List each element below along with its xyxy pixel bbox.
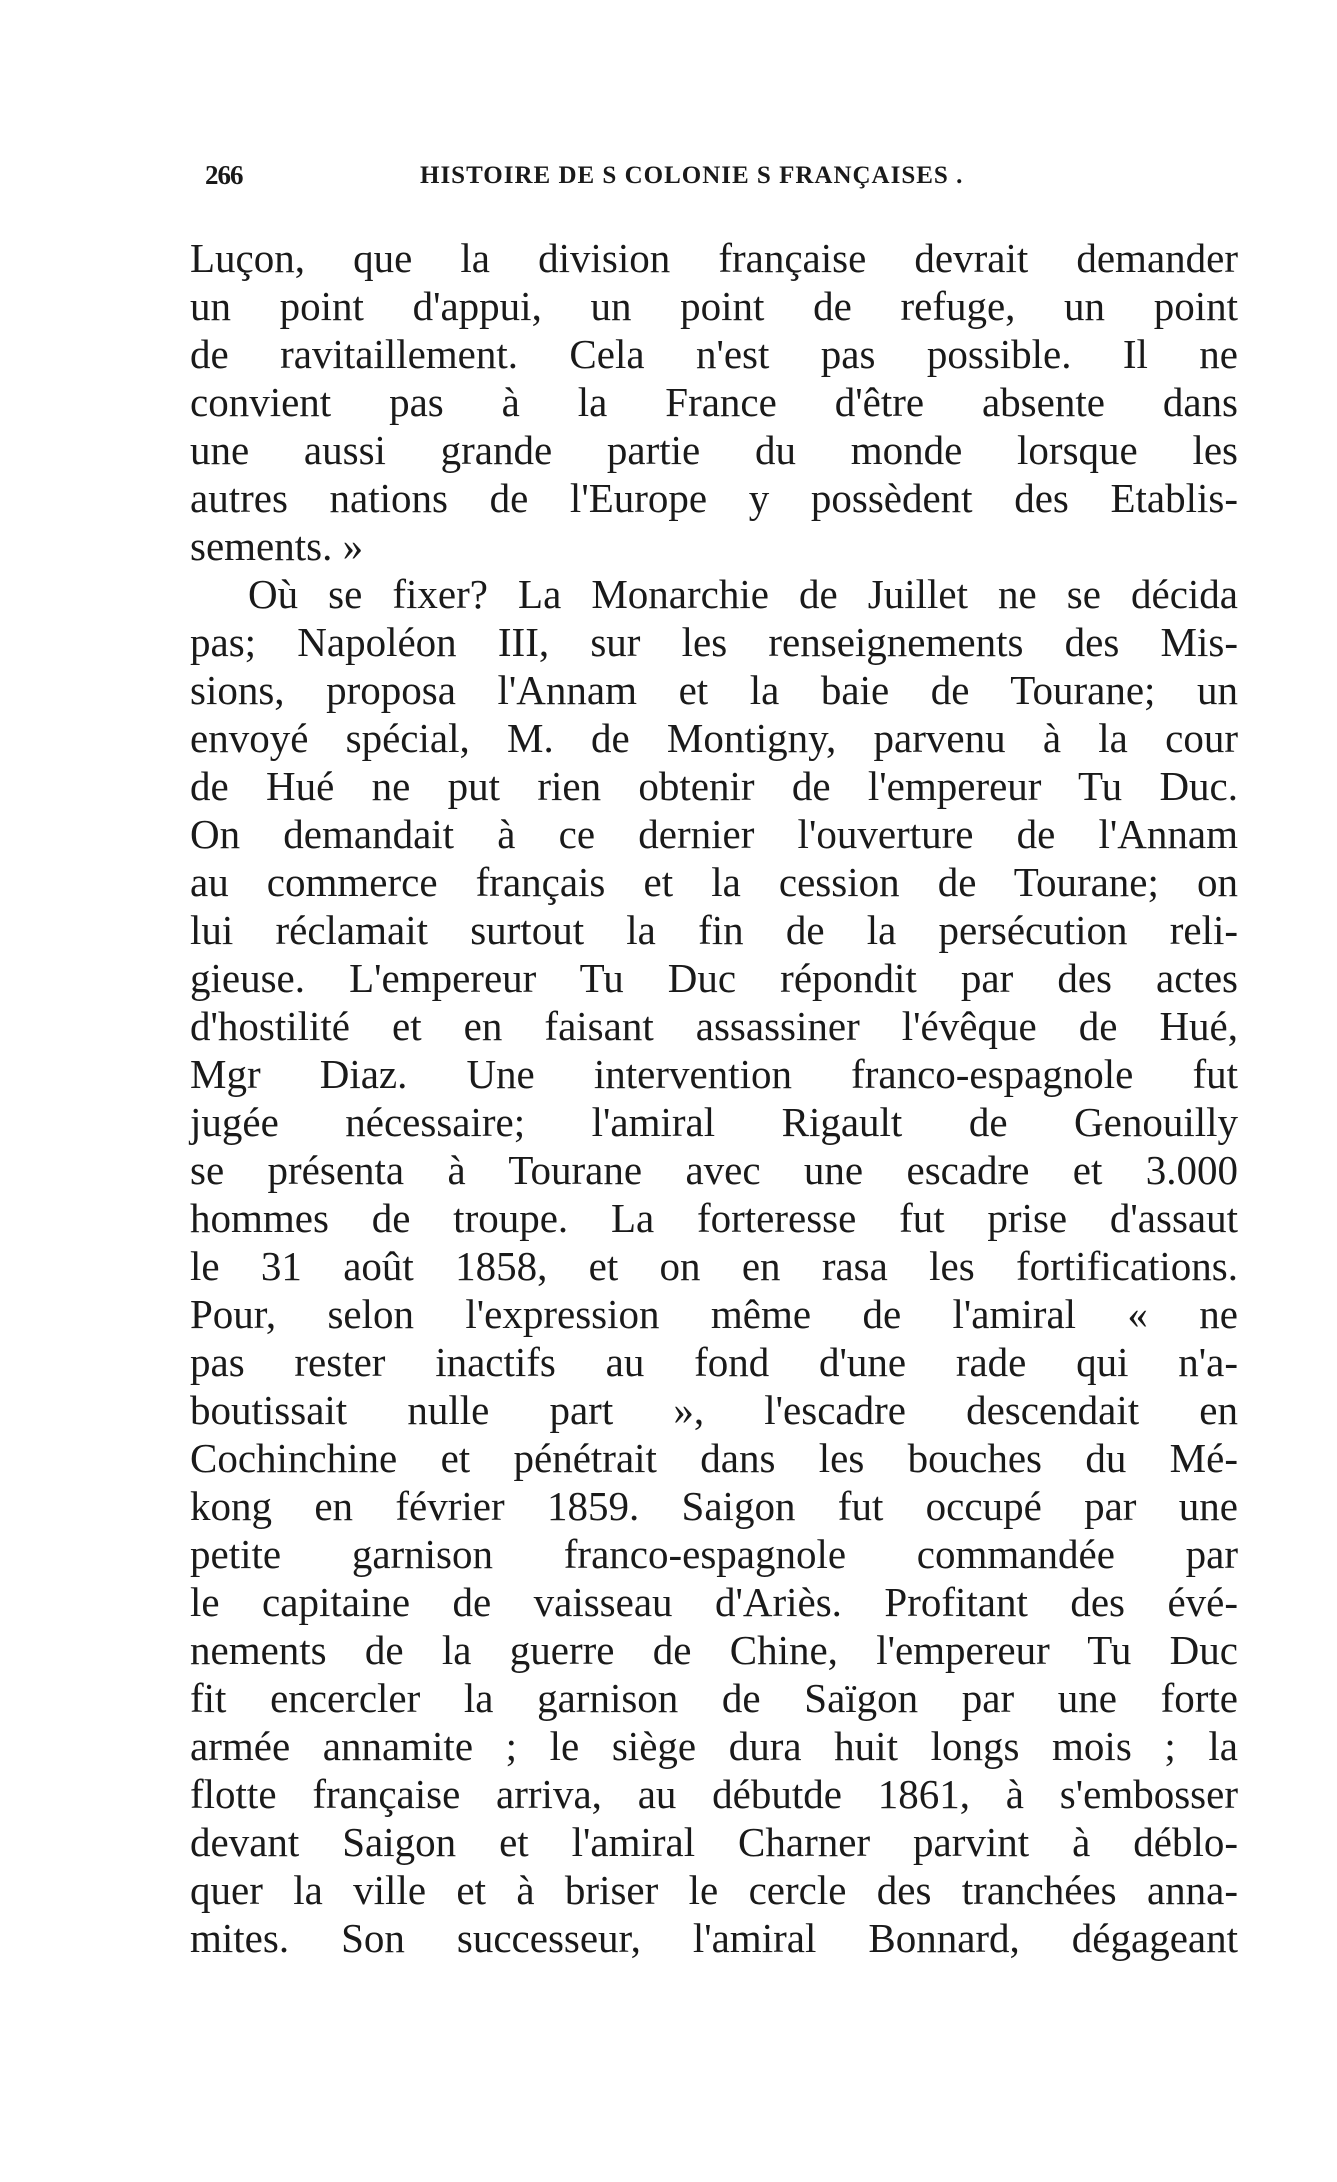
running-title: HISTOIRE DE S COLONIE S FRANÇAISES . — [420, 162, 964, 189]
text-line: gieuse. L'empereur Tu Duc répondit par des actes — [190, 955, 1238, 1001]
text-line: le capitaine de vaisseau d'Ariès. Profitant des évé- — [190, 1579, 1238, 1625]
text-line: hommes de troupe. La forteresse fut prise d'assaut — [190, 1195, 1238, 1241]
text-line: de ravitaillement. Cela n'est pas possible. Il ne — [190, 331, 1238, 377]
text-line: une aussi grande partie du monde lorsque les — [190, 427, 1238, 473]
text-line: au commerce français et la cession de Tourane; on — [190, 859, 1238, 905]
text-line: autres nations de l'Europe y possèdent des Etablis- — [190, 475, 1238, 521]
text-line: jugée nécessaire; l'amiral Rigault de Genouilly — [190, 1099, 1238, 1145]
text-line: convient pas à la France d'être absente dans — [190, 379, 1238, 425]
text-line: flotte française arriva, au débutde 1861, à s'embosser — [190, 1771, 1238, 1817]
text-line: lui réclamait surtout la fin de la persécution reli- — [190, 907, 1238, 953]
text-line: pas; Napoléon III, sur les renseignements des Mis- — [190, 619, 1238, 665]
text-line: d'hostilité et en faisant assassiner l'évêque de Hué, — [190, 1003, 1238, 1049]
text-line: Où se fixer? La Monarchie de Juillet ne se décida — [248, 571, 1238, 617]
text-line: se présenta à Tourane avec une escadre et 3.000 — [190, 1147, 1238, 1193]
text-line: Pour, selon l'expression même de l'amiral « ne — [190, 1291, 1238, 1337]
text-line: le 31 août 1858, et on en rasa les fortifications. — [190, 1243, 1238, 1289]
body-text — [190, 234, 1238, 1962]
text-line: mites. Son successeur, l'amiral Bonnard, dégageant — [190, 1915, 1238, 1961]
text-line: quer la ville et à briser le cercle des tranchées anna- — [190, 1867, 1238, 1913]
text-line: un point d'appui, un point de refuge, un point — [190, 283, 1238, 329]
text-line: nements de la guerre de Chine, l'empereur Tu Duc — [190, 1627, 1238, 1673]
text-line: devant Saigon et l'amiral Charner parvint à déblo- — [190, 1819, 1238, 1865]
text-line: sions, proposa l'Annam et la baie de Tourane; un — [190, 667, 1238, 713]
text-line: sements. » — [190, 523, 364, 569]
text-line: Luçon, que la division française devrait demander — [190, 235, 1238, 281]
text-line: Mgr Diaz. Une intervention franco-espagnole fut — [190, 1051, 1238, 1097]
page-number: 266 — [205, 160, 243, 190]
text-line: armée annamite ; le siège dura huit longs mois ; la — [190, 1723, 1238, 1769]
text-line: envoyé spécial, M. de Montigny, parvenu à la cour — [190, 715, 1238, 761]
page-header — [205, 160, 1235, 200]
text-line: fit encercler la garnison de Saïgon par une forte — [190, 1675, 1238, 1721]
text-line: boutissait nulle part », l'escadre descendait en — [190, 1387, 1238, 1433]
text-line: pas rester inactifs au fond d'une rade qui n'a- — [190, 1339, 1238, 1385]
text-line: On demandait à ce dernier l'ouverture de l'Annam — [190, 811, 1238, 857]
text-line: Cochinchine et pénétrait dans les bouches du Mé- — [190, 1435, 1238, 1481]
text-line: de Hué ne put rien obtenir de l'empereur Tu Duc. — [190, 763, 1238, 809]
text-line: kong en février 1859. Saigon fut occupé par une — [190, 1483, 1238, 1529]
text-line: petite garnison franco-espagnole commandée par — [190, 1531, 1238, 1577]
